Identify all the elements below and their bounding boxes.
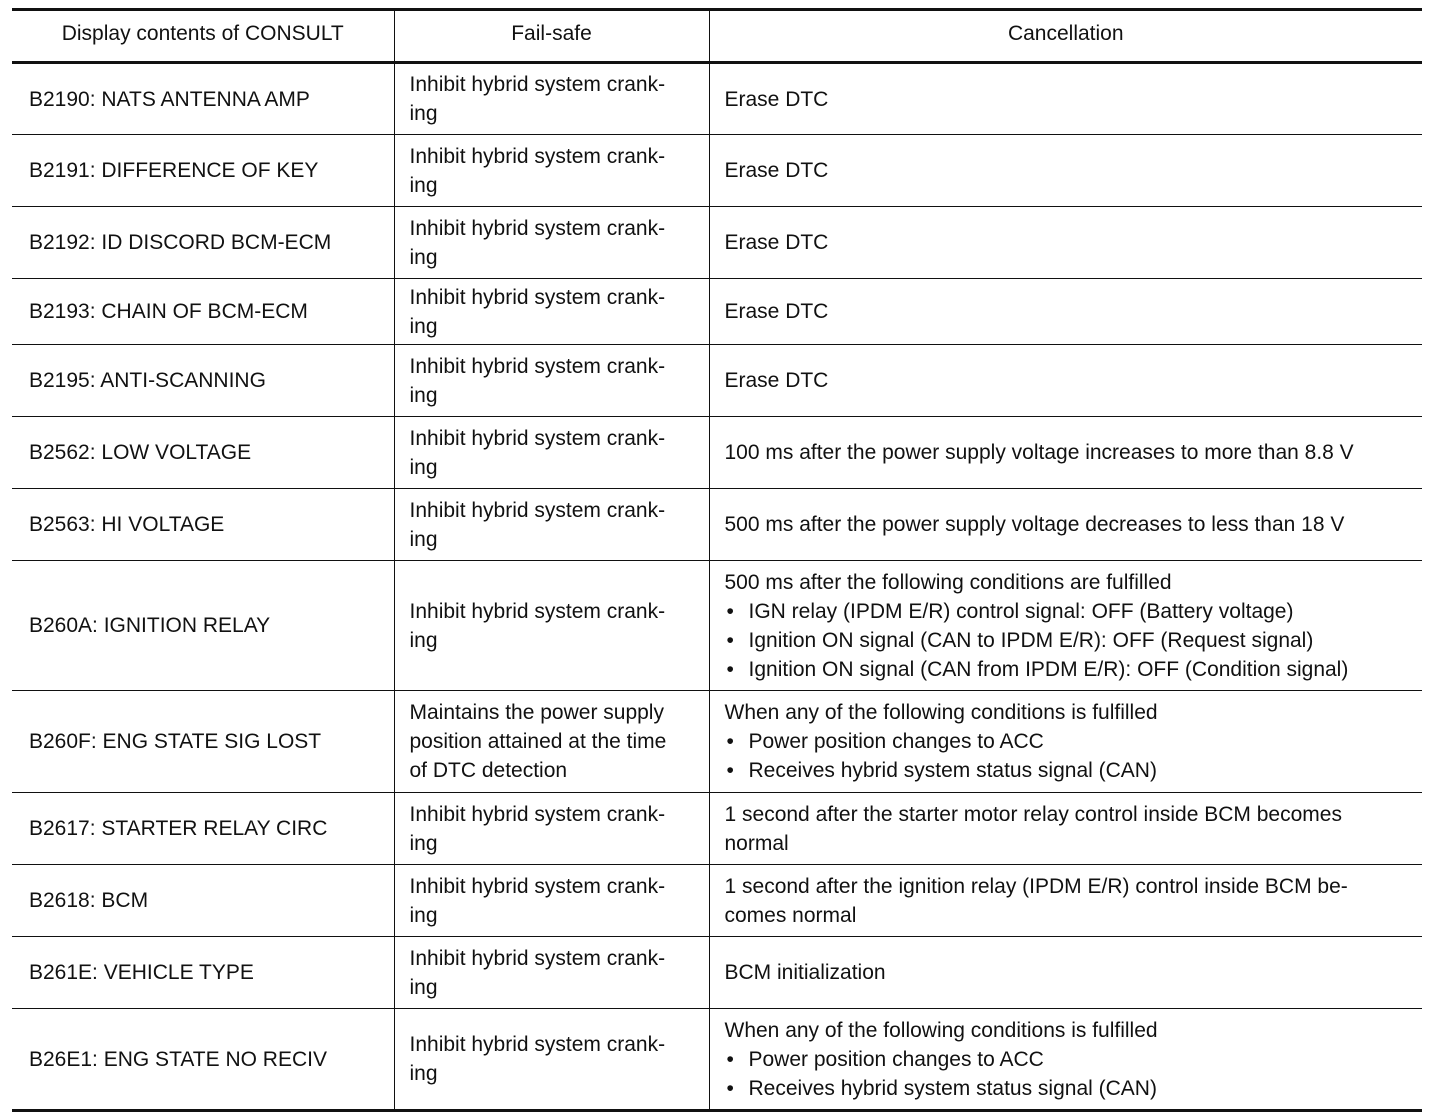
fail-safe-text: ing (409, 628, 438, 652)
cancellation-bullet-item: • Ignition ON signal (CAN to IPDM E/R): OFF (Request signal) (725, 626, 1415, 655)
dtc-display-cell (12, 561, 394, 691)
fail-safe-text: ing (409, 527, 438, 551)
cancellation-bullet-item: • Power position changes to ACC (725, 1045, 1415, 1074)
table-row (12, 1009, 1422, 1111)
dtc-code-label: B2617: STARTER RELAY CIRC (29, 817, 328, 840)
fail-safe-cell (394, 417, 709, 489)
fail-safe-cell (394, 279, 709, 345)
cancellation-bullet-item: • IGN relay (IPDM E/R) control signal: OFF (Battery voltage) (725, 597, 1415, 626)
cancellation-text: comes normal (724, 903, 857, 927)
cancellation-cell (709, 417, 1422, 489)
fail-safe-text: Inhibit hybrid system crank- (409, 144, 666, 168)
dtc-failsafe-table (12, 8, 1422, 1112)
table-row (12, 489, 1422, 561)
header-fail-safe: Fail-safe (394, 10, 709, 63)
table-row (12, 417, 1422, 489)
dtc-code-label: B2191: DIFFERENCE OF KEY (29, 159, 319, 182)
fail-safe-text: Inhibit hybrid system crank- (409, 599, 666, 623)
header-display-contents: Display contents of CONSULT (12, 10, 394, 63)
cancellation-text: Erase DTC (724, 231, 829, 254)
cancellation-cell (709, 937, 1422, 1009)
fail-safe-cell (394, 561, 709, 691)
cancellation-text: Erase DTC (724, 87, 829, 111)
fail-safe-text: ing (409, 173, 438, 197)
fail-safe-text: Inhibit hybrid system crank- (409, 874, 666, 898)
table-row (12, 135, 1422, 207)
cancellation-text: Erase DTC (724, 159, 829, 182)
fail-safe-text: ing (409, 903, 438, 927)
fail-safe-text: Inhibit hybrid system crank- (409, 285, 666, 309)
table-row (12, 561, 1422, 691)
cancellation-cell (709, 279, 1422, 345)
dtc-display-cell (12, 279, 394, 345)
cancellation-cell (709, 561, 1422, 691)
cancellation-cell (709, 691, 1422, 793)
dtc-display-cell (12, 1009, 394, 1111)
fail-safe-cell (394, 937, 709, 1009)
fail-safe-text: ing (409, 314, 438, 338)
fail-safe-cell (394, 691, 709, 793)
cancellation-cell (709, 865, 1422, 937)
dtc-display-cell (12, 417, 394, 489)
header-cancellation: Cancellation (709, 10, 1422, 63)
dtc-display-cell (12, 489, 394, 561)
cancellation-text: When any of the following conditions is fulfilled (724, 1018, 1158, 1042)
cancellation-text: 500 ms after the following conditions are fulfilled (724, 570, 1172, 594)
cancellation-cell (709, 793, 1422, 865)
fail-safe-cell (394, 63, 709, 135)
dtc-code-label: B260F: ENG STATE SIG LOST (29, 730, 322, 753)
table-row (12, 793, 1422, 865)
dtc-code-label: B2193: CHAIN OF BCM-ECM (29, 300, 308, 323)
table-row (12, 279, 1422, 345)
fail-safe-text: ing (409, 383, 438, 407)
fail-safe-cell (394, 1009, 709, 1111)
cancellation-bullet-item: • Receives hybrid system status signal (CAN) (725, 756, 1415, 785)
cancellation-text: BCM initialization (724, 961, 886, 984)
table-row (12, 345, 1422, 417)
dtc-display-cell (12, 865, 394, 937)
fail-safe-cell (394, 489, 709, 561)
table-row (12, 865, 1422, 937)
cancellation-cell (709, 345, 1422, 417)
cancellation-text: When any of the following conditions is fulfilled (724, 701, 1158, 724)
cancellation-bullet-item: • Ignition ON signal (CAN from IPDM E/R): OFF (Condition signal) (725, 655, 1415, 684)
dtc-code-label: B260A: IGNITION RELAY (29, 614, 271, 637)
cancellation-cell (709, 489, 1422, 561)
fail-safe-text: Inhibit hybrid system crank- (409, 1033, 666, 1056)
fail-safe-text: ing (409, 831, 438, 855)
cancellation-text: normal (724, 831, 789, 855)
dtc-display-cell (12, 135, 394, 207)
fail-safe-text: of DTC detection (409, 759, 568, 782)
dtc-code-label: B261E: VEHICLE TYPE (29, 961, 254, 984)
dtc-display-cell (12, 207, 394, 279)
dtc-code-label: B2190: NATS ANTENNA AMP (29, 87, 310, 111)
fail-safe-cell (394, 207, 709, 279)
fail-safe-text: ing (409, 1062, 438, 1085)
dtc-code-label: B2562: LOW VOLTAGE (29, 441, 252, 464)
fail-safe-text: Inhibit hybrid system crank- (409, 802, 666, 826)
table-row (12, 207, 1422, 279)
fail-safe-text: ing (409, 102, 438, 125)
table-row (12, 63, 1422, 135)
header-row (12, 10, 1422, 63)
fail-safe-text: Inhibit hybrid system crank- (409, 498, 666, 522)
fail-safe-cell (394, 793, 709, 865)
fail-safe-text: Inhibit hybrid system crank- (409, 946, 666, 970)
table-row (12, 937, 1422, 1009)
dtc-display-cell (12, 793, 394, 865)
fail-safe-cell (394, 865, 709, 937)
fail-safe-cell (394, 345, 709, 417)
cancellation-text: Erase DTC (724, 369, 829, 392)
cancellation-text: 1 second after the starter motor relay control inside BCM becomes (724, 802, 1342, 826)
cancellation-bullet-item: • Power position changes to ACC (725, 727, 1415, 756)
fail-safe-text: Maintains the power supply (409, 701, 664, 724)
fail-safe-cell (394, 135, 709, 207)
dtc-display-cell (12, 937, 394, 1009)
fail-safe-text: ing (409, 245, 438, 269)
dtc-display-cell (12, 345, 394, 417)
cancellation-text: Erase DTC (724, 300, 829, 323)
dtc-display-cell (12, 691, 394, 793)
table-row (12, 691, 1422, 793)
fail-safe-text: Inhibit hybrid system crank- (409, 354, 666, 378)
cancellation-text: 100 ms after the power supply voltage increases to more than 8.8 V (724, 441, 1354, 464)
dtc-display-cell (12, 63, 394, 135)
cancellation-bullet-item: • Receives hybrid system status signal (CAN) (725, 1074, 1415, 1103)
fail-safe-text: Inhibit hybrid system crank- (409, 426, 666, 450)
fail-safe-text: Inhibit hybrid system crank- (409, 216, 666, 240)
fail-safe-text: ing (409, 975, 438, 999)
dtc-code-label: B2192: ID DISCORD BCM-ECM (29, 231, 332, 254)
dtc-code-label: B2195: ANTI-SCANNING (29, 369, 266, 392)
cancellation-text: 1 second after the ignition relay (IPDM E/R) control inside BCM be- (724, 874, 1348, 898)
cancellation-cell (709, 135, 1422, 207)
fail-safe-text: Inhibit hybrid system crank- (409, 73, 666, 96)
dtc-code-label: B2563: HI VOLTAGE (29, 513, 225, 536)
cancellation-cell (709, 63, 1422, 135)
fail-safe-text: ing (409, 455, 438, 479)
fail-safe-text: position attained at the time (409, 730, 667, 753)
dtc-code-label: B2618: BCM (29, 889, 149, 912)
dtc-code-label: B26E1: ENG STATE NO RECIV (29, 1047, 327, 1071)
cancellation-text: 500 ms after the power supply voltage decreases to less than 18 V (724, 513, 1345, 536)
cancellation-cell (709, 1009, 1422, 1111)
cancellation-cell (709, 207, 1422, 279)
